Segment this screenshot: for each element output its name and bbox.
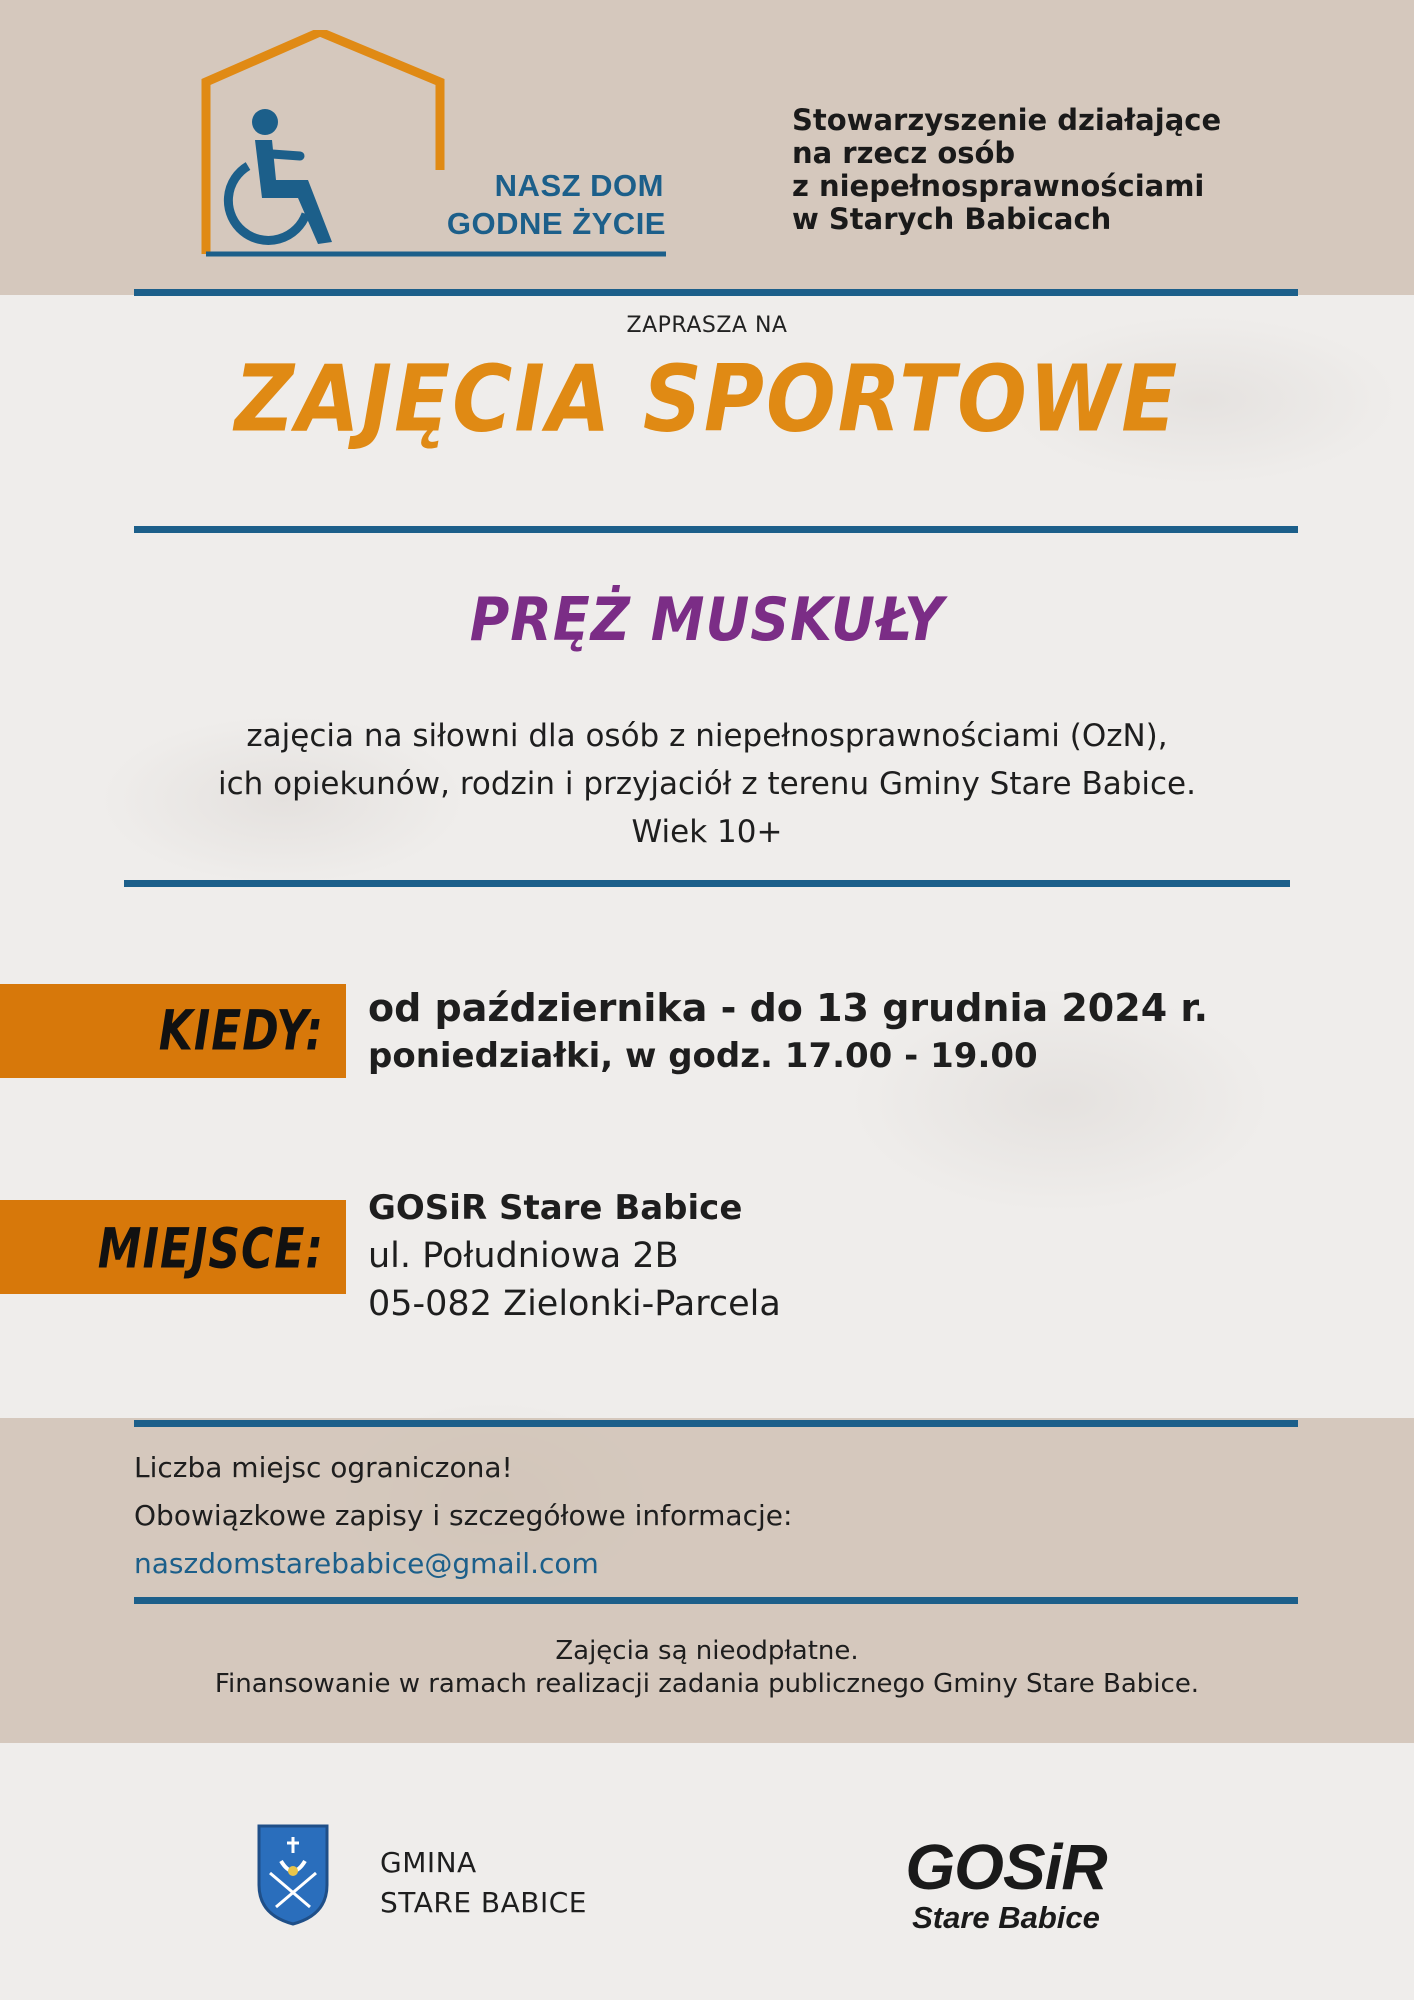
description-line: Wiek 10+ [631,814,783,850]
divider [134,526,1298,533]
description [0,712,1414,856]
gmina-line-2: STARE BABICE [380,1886,587,1919]
association-line: Stowarzyszenie działające [792,103,1222,137]
when-details [368,983,1208,1079]
footer-note [0,1635,1414,1701]
when-label: KIEDY: [158,999,324,1064]
where-tag [0,1200,346,1294]
when-tag [0,984,346,1078]
limited-places-text: Liczba miejsc ograniczona! [134,1451,513,1484]
funding-text: Finansowanie w ramach realizacji zadania publicznego Gminy Stare Babice. [214,1669,1200,1699]
association-line: na rzecz osób [792,136,1016,170]
where-details [368,1184,781,1328]
gmina-logo-text [380,1843,587,1923]
email-link[interactable]: naszdomstarebabice@gmail.com [134,1547,599,1580]
logo-line-1: NASZ DOM [494,168,664,203]
when-hours: poniedziałki, w godz. 17.00 - 19.00 [368,1036,1038,1076]
association-description [792,104,1352,236]
venue-city: 05-082 Zielonki-Parcela [368,1284,781,1324]
where-label: MIEJSCE: [97,1217,324,1282]
divider [134,1597,1298,1604]
page-subtitle: PRĘŻ MUSKUŁY [469,584,945,655]
venue-name: GOSiR Stare Babice [368,1188,743,1228]
description-line: zajęcia na siłowni dla osób z niepełnosprawnościami (OzN), [246,718,1168,754]
when-dates: od października - do 13 grudnia 2024 r. [368,986,1209,1030]
registration-text: Obowiązkowe zapisy i szczegółowe informacje: [134,1499,793,1532]
info-section [134,1444,792,1588]
description-line: ich opiekunów, rodzin i przyjaciół z terenu Gminy Stare Babice. [218,766,1196,802]
venue-street: ul. Południowa 2B [368,1236,679,1276]
logo-line-2: GODNE ŻYCIE [446,206,666,241]
divider [134,1420,1298,1427]
divider [134,289,1298,296]
gmina-line-1: GMINA [380,1846,477,1879]
gosir-logo-title: GOSiR [905,1831,1107,1903]
coat-of-arms-icon [256,1823,330,1927]
association-line: w Starych Babicach [792,202,1112,236]
divider [124,880,1290,887]
association-line: z niepełnosprawnościami [792,169,1205,203]
invites-text: ZAPRASZA NA [626,313,788,338]
gosir-logo-subtitle: Stare Babice [912,1900,1100,1935]
free-text: Zajęcia są nieodpłatne. [555,1636,859,1666]
page-title: ZAJĘCIA SPORTOWE [234,346,1180,453]
